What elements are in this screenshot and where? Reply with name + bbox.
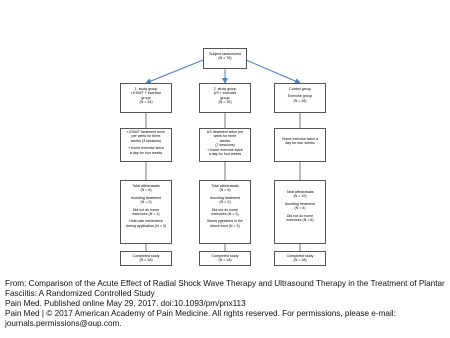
completed-3-label: Completed study [286, 254, 314, 258]
randomized-label: Subject randomized [209, 52, 241, 56]
caption-copyright: Pain Med | © 2017 American Academy of Pain Medicine. All rights reserved. For permissions, please e-mail: journals.permissions@oup.com. [5, 309, 396, 328]
group-2-line: US + exercise [213, 91, 237, 96]
withdrawals-2-line: Saves ygestions in the [207, 219, 243, 224]
treatment-3-line: Home exercise twice a [281, 137, 319, 141]
completed-1-count: (N = 18) [139, 258, 153, 263]
group-box-3 [274, 83, 326, 113]
treatment-1-line: per week for three [131, 134, 161, 139]
withdrawals-2-line: (N = 2) [219, 200, 231, 205]
withdrawals-3-line: (N = 10) [293, 194, 307, 199]
withdrawals-3-line: Avoiding treatment [285, 201, 315, 206]
withdrawals-2-line: shock food (N = 3) [210, 223, 240, 228]
caption-journal: Pain Med. Published online May 29, 2017. doi:10.1093/pm/pnx113 [5, 299, 246, 308]
treatment-2-line: week for three [213, 134, 237, 139]
randomized-box [203, 48, 247, 69]
group-2-line: 2. study group [213, 87, 237, 91]
withdrawals-1-line: (N = 2) [140, 200, 152, 205]
completed-box-3 [274, 251, 326, 266]
treatment-1-line: weeks (3 sessions) [130, 138, 162, 143]
withdrawals-1-line: Total withdrawals [132, 184, 160, 188]
treatment-box-2 [199, 128, 251, 162]
withdrawals-2-line: exercises (N = 3) [211, 212, 239, 217]
treatment-2-line: weeks [219, 138, 231, 143]
group-box-2 [199, 83, 251, 113]
treatment-box-1 [120, 128, 172, 162]
withdrawals-box-1 [120, 180, 172, 244]
withdrawals-2-line: Did not do home [211, 207, 239, 212]
completed-3-count: (N = 18) [293, 258, 307, 263]
randomized-count: (N = 78) [218, 56, 232, 61]
group-1-line: r-ESWT + exercise [130, 91, 162, 96]
arrow-top-to-group-1 [146, 60, 203, 83]
completed-box-1 [120, 251, 172, 266]
group-3-line: Control group [289, 87, 311, 91]
withdrawals-2-line: Avoiding treatment [210, 195, 240, 200]
withdrawals-1-line: Avoiding treatment [131, 195, 161, 200]
treatment-2-line: a day for four weeks [208, 152, 242, 157]
group-3-line: (N = 28) [293, 98, 307, 103]
group-3-line: Exercise group [288, 94, 312, 99]
completed-box-2 [199, 251, 251, 266]
treatment-2-line: + home exercise twice [207, 147, 243, 152]
withdrawals-2-line: (N = 8) [219, 188, 231, 193]
treatment-1-line: r-ESWT treatment once [127, 130, 165, 134]
withdrawals-3-line: exercises (N = 6) [286, 218, 314, 223]
figure-caption [5, 279, 449, 329]
treatment-box-3 [274, 128, 326, 162]
group-1-line: 1. study group [134, 87, 158, 91]
treatment-2-line: (7 sessions) [215, 143, 235, 148]
caption-from: From: Comparison of the Acute Effect of Radial Shock Wave Therapy and Ultrasound Therapy in the Treatment of Plantar Fasciitis: A Randomized Controlled Study [5, 279, 445, 298]
withdrawals-3-line: Total withdrawals [286, 190, 314, 194]
withdrawals-3-line: Did not do home [286, 213, 314, 218]
withdrawals-1-line: exercises (N = 1) [132, 212, 160, 217]
withdrawals-3-line: (N = 4) [294, 206, 306, 211]
completed-2-label: Completed study [211, 254, 239, 258]
treatment-2-line: US treatment twice per [206, 130, 244, 134]
group-2-line: (N = 26) [218, 100, 232, 105]
treatment-3-line: day for four weeks [285, 141, 315, 146]
completed-2-count: (N = 18) [218, 258, 232, 263]
withdrawals-box-3 [274, 180, 326, 244]
withdrawals-2-line: Total withdrawals [211, 184, 239, 188]
arrow-top-to-control [246, 60, 300, 83]
withdrawals-1-line: Host pain intolerance [129, 219, 163, 224]
group-1-line: (N = 24) [139, 100, 153, 105]
withdrawals-1-line: (N = 6) [140, 188, 152, 193]
treatment-1-line: a day for four weeks [129, 150, 163, 155]
completed-1-label: Completed study [132, 254, 160, 258]
group-box-1 [120, 83, 172, 113]
withdrawals-box-2 [199, 180, 251, 244]
withdrawals-1-line: during application (N = 3) [125, 223, 167, 228]
group-1-line: group [141, 95, 151, 100]
group-2-line: group [220, 95, 230, 100]
withdrawals-1-line: Did not do home [132, 207, 160, 212]
treatment-1-line: + home exercise twice [128, 146, 164, 151]
